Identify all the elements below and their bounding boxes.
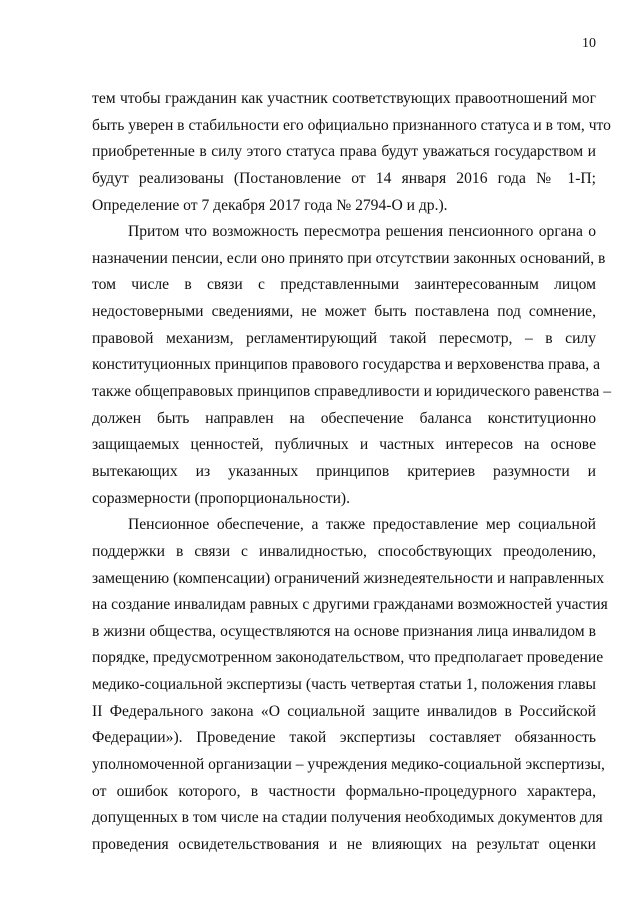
text-line: приобретенные в силу этого статуса права будут уважаться государством и: [92, 143, 596, 161]
document-body: [92, 86, 612, 859]
text-line: защищаемых ценностей, публичных и частных интересов на основе: [92, 436, 596, 454]
text-line: соразмерности (пропорциональности).: [92, 489, 351, 507]
text-line: на создание инвалидам равных с другими гражданами возможностей участия: [92, 596, 608, 614]
text-line: будут реализованы (Постановление от 14 января 2016 года № 1-П;: [92, 169, 596, 187]
text-line: в жизни общества, осуществляются на основе признания лица инвалидом в: [92, 622, 596, 640]
text-line: проведения освидетельствования и не влияющих на результат оценки: [92, 835, 596, 853]
text-line: недостоверными сведениями, не может быть поставлена под сомнение,: [92, 303, 596, 321]
paragraph: [92, 512, 608, 858]
text-line: быть уверен в стабильности его официально признанного статуса и в том, что: [92, 116, 611, 134]
paragraph: [92, 86, 611, 219]
text-line: Пенсионное обеспечение, а также предоставление мер социальной: [128, 516, 596, 534]
text-line: замещению (компенсации) ограничений жизнедеятельности и направленных: [92, 569, 605, 587]
text-line: медико-социальной экспертизы (часть четвертая статьи 1, положения главы: [92, 676, 596, 694]
text-line: Федерации»). Проведение такой экспертизы составляет обязанность: [92, 729, 596, 747]
text-line: вытекающих из указанных принципов критериев разумности и: [92, 462, 596, 480]
page-number: 10: [582, 36, 596, 51]
text-line: допущенных в том числе на стадии получения необходимых документов для: [92, 809, 603, 827]
text-line: должен быть направлен на обеспечение баланса конституционно: [92, 409, 596, 427]
text-line: Притом что возможность пересмотра решения пенсионного органа о: [128, 223, 596, 241]
text-line: правовой механизм, регламентирующий такой пересмотр, – в силу: [92, 329, 596, 347]
text-line: назначении пенсии, если оно принято при отсутствии законных оснований, в: [92, 249, 606, 267]
text-line: конституционных принципов правового государства и верховенства права, а: [92, 356, 600, 374]
text-line: Определение от 7 декабря 2017 года № 2794-О и др.).: [92, 196, 448, 214]
text-line: II Федерального закона «О социальной защите инвалидов в Российской: [92, 702, 596, 720]
text-line: также общеправовых принципов справедливости и юридического равенства –: [92, 383, 612, 401]
text-line: поддержки в связи с инвалидностью, способствующих преодолению,: [92, 542, 596, 560]
text-line: том числе в связи с представленными заинтересованным лицом: [92, 276, 596, 294]
paragraph: [92, 219, 612, 512]
text-line: от ошибок которого, в частности формально-процедурного характера,: [92, 782, 596, 800]
text-line: порядке, предусмотренном законодательством, что предполагает проведение: [92, 649, 604, 667]
text-line: уполномоченной организации – учреждения медико-социальной экспертизы,: [92, 756, 605, 774]
text-line: тем чтобы гражданин как участник соответствующих правоотношений мог: [92, 90, 596, 107]
